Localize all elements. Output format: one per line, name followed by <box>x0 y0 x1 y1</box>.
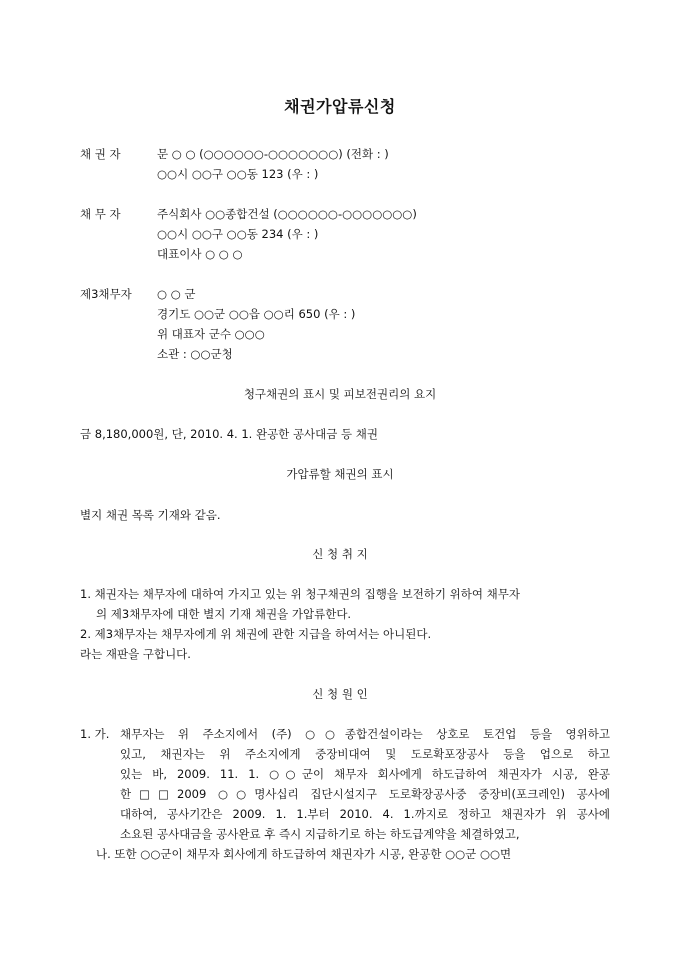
debtor-representative-line: 대표이사 ○ ○ ○ <box>157 247 243 261</box>
claim-section-heading: 청구채권의 표시 및 피보전권리의 요지 <box>243 387 437 401</box>
third-debtor-label: 제3채무자 <box>80 287 132 301</box>
purpose-item1-line1: 1. 채권자는 채무자에 대하여 가지고 있는 위 청구채권의 집행을 보전하기 위하여 채무자 <box>80 587 520 601</box>
purpose-closing: 라는 재판을 구합니다. <box>80 647 191 661</box>
purpose-heading: 신 청 취 지 <box>312 547 368 561</box>
seized-claim-heading: 가압류할 채권의 표시 <box>286 467 394 481</box>
reason-line: 소요된 공사대금을 공사완료 후 즉시 지급하기로 하는 하도급계약을 체결하였고, <box>120 827 520 841</box>
reason-line: 있고, 채권자는 위 주소지에게 중장비대여 및 도로확포장공사 등을 업으로 하고 <box>120 747 610 761</box>
reason-item-number: 1. 가. <box>80 727 110 741</box>
debtor-label: 채 무 자 <box>80 207 121 221</box>
purpose-item1-line2: 의 제3채무자에 대한 별지 기재 채권을 가압류한다. <box>96 607 352 621</box>
reason-line: 채무자는 위 주소지에서 (주) ○○종합건설이라는 상호로 토건업 등을 영위하고 <box>120 727 610 741</box>
seized-claim-body: 별지 채권 목록 기재와 같음. <box>80 508 221 522</box>
creditor-label: 채 권 자 <box>80 147 121 161</box>
creditor-name-line: 문 ○ ○ (○○○○○○-○○○○○○○) (전화 : ) <box>157 147 389 161</box>
document-title: 채권가압류신청 <box>284 97 396 116</box>
purpose-item2: 2. 제3채무자는 채무자에게 위 채권에 관한 지급을 하여서는 아니된다. <box>80 627 432 641</box>
claim-section-body: 금 8,180,000원, 단, 2010. 4. 1. 완공한 공사대금 등 채권 <box>80 427 379 441</box>
reason-line: 있는 바, 2009. 11. 1. ○○군이 채무자 회사에게 하도급하여 채권자가 시공, 완공 <box>120 767 610 781</box>
third-debtor-representative-line: 위 대표자 군수 ○○○ <box>157 327 265 341</box>
debtor-name-line: 주식회사 ○○종합건설 (○○○○○○-○○○○○○○) <box>157 207 417 221</box>
third-debtor-office-line: 소관 : ○○군청 <box>157 347 233 361</box>
creditor-address-line: ○○시 ○○구 ○○동 123 (우 : ) <box>157 167 319 181</box>
debtor-address-line: ○○시 ○○구 ○○동 234 (우 : ) <box>157 227 319 241</box>
third-debtor-address-line: 경기도 ○○군 ○○읍 ○○리 650 (우 : ) <box>157 307 356 321</box>
third-debtor-name-line: ○ ○ 군 <box>157 287 196 301</box>
reason-sub-item-b: 나. 또한 ○○군이 채무자 회사에게 하도급하여 채권자가 시공, 완공한 ○○군 ○○면 <box>96 847 512 861</box>
reason-line: 한□□2009 ○○명사십리 집단시설지구 도로확장공사중 중장비(포크레인) 공사에 <box>120 787 610 801</box>
reason-line: 대하여, 공사기간은 2009. 1. 1.부터 2010. 4. 1.까지로 정하고 채권자가 위 공사에 <box>120 807 610 821</box>
reason-heading: 신 청 원 인 <box>312 687 368 701</box>
